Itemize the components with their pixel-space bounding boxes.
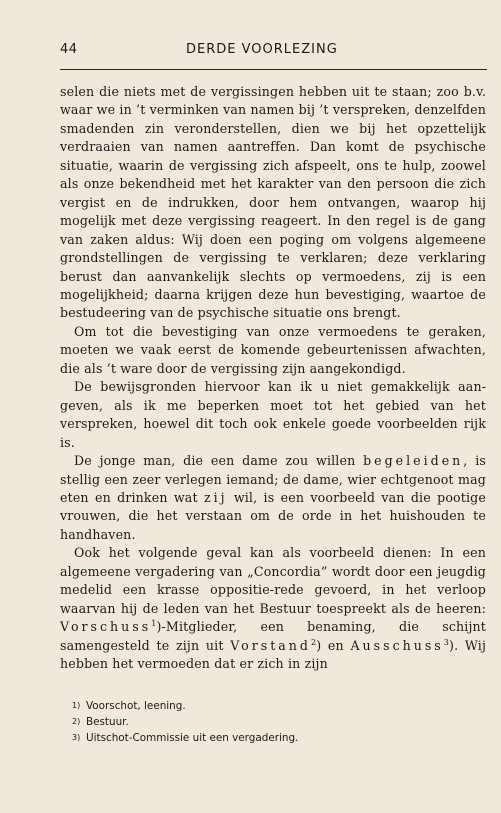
- running-title: DERDE VOORLEZING: [186, 42, 338, 57]
- paragraph: [60, 83, 486, 323]
- footnote: [72, 714, 472, 730]
- footnote: [72, 698, 472, 714]
- paragraph: [60, 544, 486, 673]
- footnote-ref: 1: [151, 618, 157, 628]
- text-run: ) en: [316, 637, 351, 653]
- header-rule: [60, 69, 487, 70]
- paragraph: [60, 323, 486, 378]
- text-run: )-Mitglieder, een benaming, die schijnt samengesteld te zijn uit: [60, 619, 486, 653]
- paragraph: [60, 452, 486, 544]
- text-run: De jonge man, die een dame zou willen: [74, 453, 364, 469]
- text-run: selen die niets met de vergissingen hebben uit te staan; zoo b.v. waar we in ’t verminken van namen bij ’t verspreken, denzelfden smadenden zin veronderstellen, dien we bij het opzettelijk verdraaien van namen aantreffen. Dan komt de psychische situatie, waarin de vergissing zich afspeelt, ons te hulp, zoowel als onze bekendheid met het karakter van den persoon die zich vergist en de indrukken, door hem ontvangen, waarop hij mogelijk met deze vergissing reageert. In den regel is de gang van zaken aldus: Wij doen een poging om volgens algemeene grondstellingen de vergissing te verklaren; deze verklaring berust dan aanvankelijk slechts op vermoedens, zij is een mogelijkheid; daarna krijgen deze hun bevestiging, waartoe de bestudeering van de psychische situatie ons brengt.: [60, 84, 486, 321]
- spaced-emphasis: Ausschuss: [350, 637, 444, 653]
- page-number: 44: [60, 42, 78, 57]
- footnote-text: Bestuur.: [86, 716, 129, 728]
- footnote-text: Uitschot-Commissie uit een vergadering.: [86, 732, 299, 744]
- footnote-ref: 3: [443, 637, 450, 647]
- footnote-ref: 2: [310, 637, 317, 647]
- footnote-mark: 2): [72, 717, 81, 726]
- page-header: [60, 42, 487, 60]
- footnote: [72, 730, 472, 746]
- spaced-emphasis: zij: [203, 489, 228, 505]
- text-run: De bewijsgronden hiervoor kan ik u niet gemakkelijk aangeven, als ik me beperken moet tot het gebied van het verspreken, hoewel dit toch ook enkele goede voorbeelden rijk is.: [60, 379, 486, 450]
- text-run: wil, is een voorbeeld van die pootige vrouwen, die het verstaan om de orde in het huishouden te handhaven.: [60, 489, 486, 542]
- footnote-mark: 3): [72, 733, 81, 742]
- spaced-emphasis: Vorschuss: [60, 619, 152, 635]
- body-text: [60, 83, 486, 674]
- text-run: Ook het volgende geval kan als voorbeeld dienen: In een algemeene vergadering van „Concordia” wordt door een jeugdig medelid een krasse oppositie-rede gevoerd, in het verloop waarvan hij de leden van het Bestuur toespreekt als de heeren:: [60, 545, 486, 616]
- footnote-text: Voorschot, leening.: [86, 700, 186, 712]
- spaced-emphasis: begeleiden: [363, 453, 464, 469]
- text-run: , is stellig een zeer verlegen iemand; de dame, wier echtgenoot mag eten en drinken wat: [60, 453, 486, 505]
- text-run: ). Wij hebben het vermoeden dat er zich in zijn: [60, 637, 487, 672]
- footnote-mark: 1): [72, 701, 81, 710]
- paragraph: [60, 378, 486, 452]
- spaced-emphasis: Vorstand: [230, 637, 311, 653]
- footnotes: [72, 698, 472, 746]
- text-run: Om tot die bevestiging van onze vermoedens te geraken, moeten we vaak eerst de komende gebeurtenissen afwachten, die als ’t ware door de vergissing zijn aangekondigd.: [60, 323, 486, 376]
